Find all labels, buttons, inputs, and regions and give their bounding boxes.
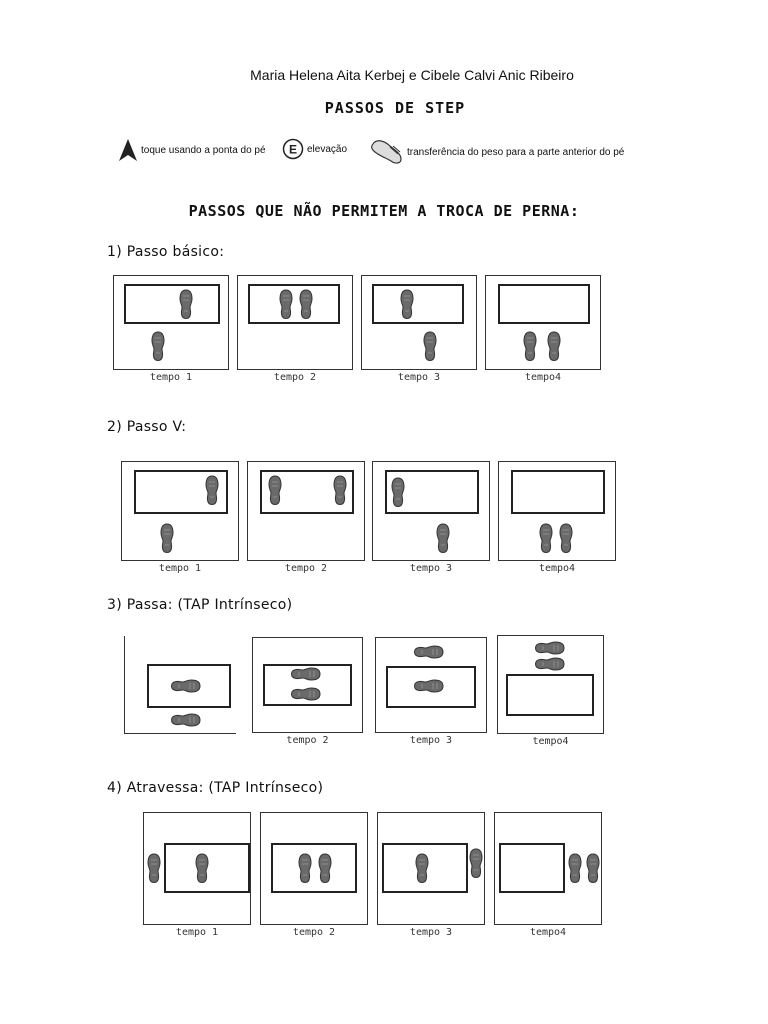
step-panel (143, 812, 251, 925)
footprint-icon (423, 331, 437, 361)
footprint-icon (415, 853, 429, 883)
footprint-icon (469, 848, 483, 878)
footprint-icon (160, 523, 174, 553)
tempo-label: tempo4 (529, 927, 567, 938)
tempo-label: tempo 1 (175, 927, 219, 938)
footprint-icon (268, 475, 282, 505)
tempo-label: tempo 3 (409, 735, 453, 746)
toe-tap-arrow-icon (118, 138, 138, 162)
step-panel (497, 635, 604, 734)
footprint-icon (535, 657, 565, 671)
footprint-icon (559, 523, 573, 553)
footprint-icon (523, 331, 537, 361)
tempo-label: tempo4 (532, 736, 569, 747)
step-panel (375, 637, 487, 733)
legend-label-weight-transfer: transferência do peso para a parte anterior do pé (407, 146, 625, 158)
step-panel (377, 812, 485, 925)
step-panel (498, 461, 616, 561)
step-panel (260, 812, 368, 925)
footprint-icon (151, 331, 165, 361)
tempo-label: tempo4 (538, 563, 576, 574)
step-platform (498, 284, 590, 324)
legend-item-toe-tap (118, 138, 266, 162)
elevation-symbol: E (288, 142, 298, 157)
footprint-icon (205, 475, 219, 505)
step-panel (485, 275, 601, 370)
tempo-label: tempo 2 (292, 927, 336, 938)
tempo-label: tempo 1 (149, 372, 193, 383)
tempo-label: tempo4 (524, 372, 562, 383)
footprint-icon (279, 289, 293, 319)
step-platform (372, 284, 464, 324)
step-heading-4: 4) Atravessa: (TAP Intrínseco) (107, 780, 324, 796)
step-heading-2: 2) Passo V: (107, 419, 187, 435)
tempo-label: tempo 2 (286, 735, 329, 746)
footprint-icon (333, 475, 347, 505)
footprint-icon (547, 331, 561, 361)
tempo-label: tempo 3 (397, 372, 441, 383)
step-panel (247, 461, 365, 561)
footprint-icon (400, 289, 414, 319)
footprint-icon (414, 645, 444, 659)
footprint-icon (299, 289, 313, 319)
step-platform (511, 470, 605, 514)
footprint-icon (291, 667, 321, 681)
step-panel (237, 275, 353, 370)
footprint-icon (391, 477, 405, 507)
footprint-icon (195, 853, 209, 883)
tempo-label: tempo 3 (409, 927, 453, 938)
footprint-icon (298, 853, 312, 883)
section-title: PASSOS QUE NÃO PERMITEM A TROCA DE PERNA: (188, 202, 580, 220)
step-platform (248, 284, 340, 324)
footprint-icon (535, 641, 565, 655)
tempo-label: tempo 2 (273, 372, 317, 383)
step-panel (113, 275, 229, 370)
footprint-icon (568, 853, 582, 883)
step-panel (252, 637, 363, 733)
step-panel (361, 275, 477, 370)
footprint-icon (414, 679, 444, 693)
authors: Maria Helena Aita Kerbej e Cibele Calvi Anic Ribeiro (250, 67, 574, 83)
step-platform (499, 843, 565, 893)
tempo-label: tempo 1 (158, 563, 202, 574)
tempo-label: tempo 3 (409, 563, 453, 574)
tempo-label: tempo 2 (284, 563, 328, 574)
step-heading-1: 1) Passo básico: (107, 244, 225, 260)
footprint-icon (147, 853, 161, 883)
step-platform (506, 674, 594, 716)
elevation-e-icon (282, 138, 304, 160)
legend-item-weight-transfer (370, 138, 624, 166)
legend-label-elevation: elevação (307, 143, 348, 155)
weight-transfer-foot-icon (370, 138, 404, 166)
footprint-icon (318, 853, 332, 883)
legend-item-elevation (282, 138, 347, 160)
footprint-icon (179, 289, 193, 319)
step-platform (124, 284, 220, 324)
step-panel (372, 461, 490, 561)
step-panel (494, 812, 602, 925)
step-panel (124, 636, 236, 734)
legend-label-toe-tap: toque usando a ponta do pé (141, 144, 266, 156)
step-platform (271, 843, 357, 893)
footprint-icon (586, 853, 600, 883)
footprint-icon (291, 687, 321, 701)
footprint-icon (171, 679, 201, 693)
footprint-icon (539, 523, 553, 553)
footprint-icon (436, 523, 450, 553)
step-panel (121, 461, 239, 561)
page-title: PASSOS DE STEP (324, 99, 466, 117)
footprint-icon (171, 713, 201, 727)
step-heading-3: 3) Passa: (TAP Intrínseco) (107, 597, 293, 613)
